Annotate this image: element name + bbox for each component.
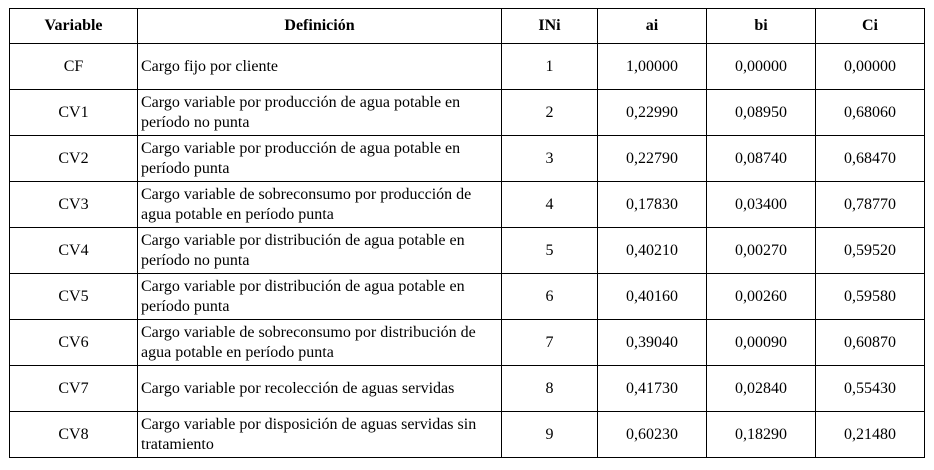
indexation-table	[9, 8, 925, 458]
header-row	[10, 9, 925, 44]
cell-bi: 0,00000	[707, 44, 816, 90]
cell-definition: Cargo variable por disposición de aguas servidas sin tratamiento	[138, 412, 502, 458]
cell-variable: CV2	[10, 136, 138, 182]
cell-variable: CV4	[10, 228, 138, 274]
table-row	[10, 228, 925, 274]
header-definition: Definición	[138, 9, 502, 44]
cell-ai: 0,40160	[598, 274, 707, 320]
cell-ai: 0,22990	[598, 90, 707, 136]
cell-definition: Cargo variable de sobreconsumo por producción de agua potable en período punta	[138, 182, 502, 228]
cell-bi: 0,18290	[707, 412, 816, 458]
table-row	[10, 136, 925, 182]
cell-variable: CV5	[10, 274, 138, 320]
cell-ini: 5	[502, 228, 598, 274]
cell-variable: CV7	[10, 366, 138, 412]
cell-bi: 0,00090	[707, 320, 816, 366]
cell-definition: Cargo variable por recolección de aguas servidas	[138, 366, 502, 412]
cell-ci: 0,60870	[816, 320, 925, 366]
cell-ai: 0,17830	[598, 182, 707, 228]
cell-ci: 0,68470	[816, 136, 925, 182]
cell-bi: 0,00270	[707, 228, 816, 274]
cell-ci: 0,68060	[816, 90, 925, 136]
cell-variable: CV3	[10, 182, 138, 228]
cell-ai: 0,40210	[598, 228, 707, 274]
header-ai: ai	[598, 9, 707, 44]
cell-variable: CF	[10, 44, 138, 90]
cell-bi: 0,02840	[707, 366, 816, 412]
cell-ini: 6	[502, 274, 598, 320]
cell-ai: 0,60230	[598, 412, 707, 458]
cell-definition: Cargo fijo por cliente	[138, 44, 502, 90]
header-variable: Variable	[10, 9, 138, 44]
cell-ini: 8	[502, 366, 598, 412]
header-ci: Ci	[816, 9, 925, 44]
table-row	[10, 274, 925, 320]
cell-variable: CV8	[10, 412, 138, 458]
cell-ai: 1,00000	[598, 44, 707, 90]
cell-ci: 0,59520	[816, 228, 925, 274]
cell-ini: 7	[502, 320, 598, 366]
cell-ai: 0,41730	[598, 366, 707, 412]
cell-bi: 0,08740	[707, 136, 816, 182]
cell-ci: 0,55430	[816, 366, 925, 412]
table-row	[10, 44, 925, 90]
cell-bi: 0,00260	[707, 274, 816, 320]
cell-bi: 0,08950	[707, 90, 816, 136]
cell-ai: 0,22790	[598, 136, 707, 182]
table-row	[10, 182, 925, 228]
cell-definition: Cargo variable por producción de agua potable en período punta	[138, 136, 502, 182]
cell-ini: 4	[502, 182, 598, 228]
cell-ci: 0,21480	[816, 412, 925, 458]
cell-definition: Cargo variable por producción de agua potable en período no punta	[138, 90, 502, 136]
table-row	[10, 320, 925, 366]
cell-definition: Cargo variable de sobreconsumo por distribución de agua potable en período punta	[138, 320, 502, 366]
cell-variable: CV1	[10, 90, 138, 136]
cell-ini: 9	[502, 412, 598, 458]
table-header	[10, 9, 925, 44]
header-ini: INi	[502, 9, 598, 44]
cell-ci: 0,78770	[816, 182, 925, 228]
cell-ini: 1	[502, 44, 598, 90]
table-row	[10, 412, 925, 458]
cell-ci: 0,00000	[816, 44, 925, 90]
cell-definition: Cargo variable por distribución de agua potable en período no punta	[138, 228, 502, 274]
cell-variable: CV6	[10, 320, 138, 366]
cell-definition: Cargo variable por distribución de agua potable en período punta	[138, 274, 502, 320]
table-body	[10, 44, 925, 458]
cell-ai: 0,39040	[598, 320, 707, 366]
table-row	[10, 90, 925, 136]
cell-ini: 2	[502, 90, 598, 136]
cell-bi: 0,03400	[707, 182, 816, 228]
cell-ci: 0,59580	[816, 274, 925, 320]
header-bi: bi	[707, 9, 816, 44]
table-row	[10, 366, 925, 412]
cell-ini: 3	[502, 136, 598, 182]
